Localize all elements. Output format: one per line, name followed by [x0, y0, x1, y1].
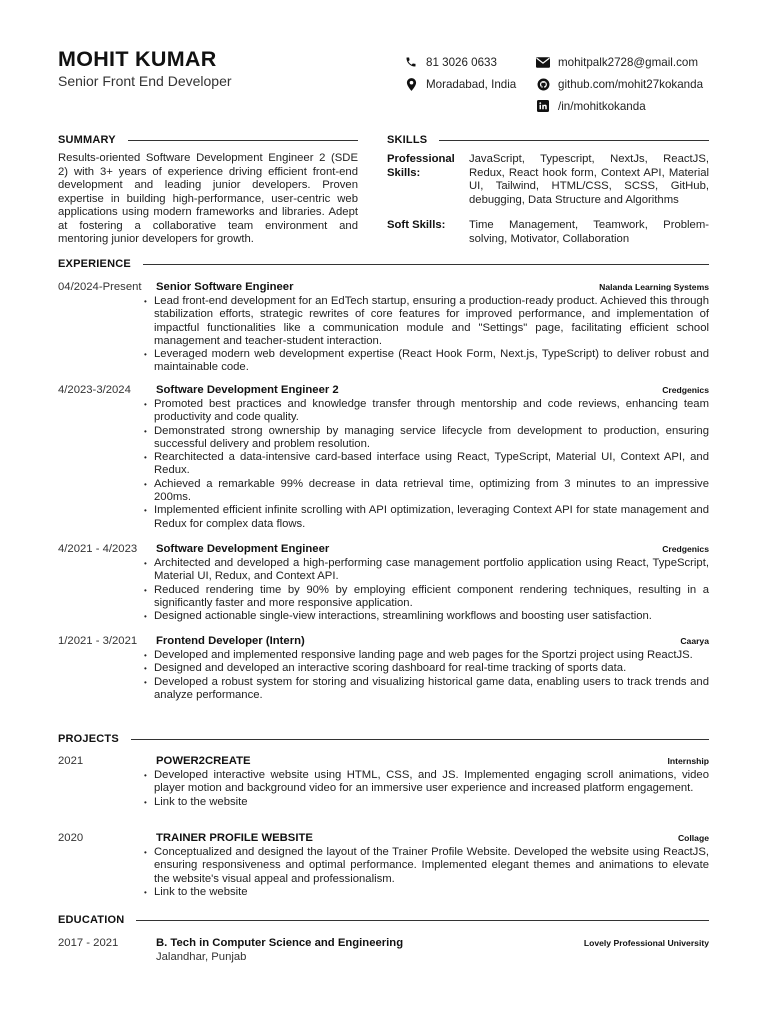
- location-text: Moradabad, India: [426, 77, 517, 91]
- entry-date: 2021: [58, 755, 84, 767]
- entry-organization: Credgenics: [662, 544, 709, 554]
- entry-organization: Credgenics: [662, 385, 709, 395]
- section-divider: [128, 140, 358, 141]
- github-link[interactable]: github.com/mohit27kokanda: [558, 77, 704, 91]
- contact-phone: [404, 55, 497, 69]
- entry-bullet: • Developed interactive website using HTML, CSS, and JS. Implemented engaging scroll animations, video player motion and background video for an immersive user experience and increased platform engagement.: [154, 769, 709, 796]
- professional-skills-row: [387, 153, 709, 207]
- projects-heading: [58, 733, 709, 745]
- entry-title: Software Development Engineer: [156, 543, 330, 555]
- github-icon: [536, 77, 550, 91]
- entry-title: Frontend Developer (Intern): [156, 635, 305, 647]
- entry-date: 2020: [58, 832, 84, 844]
- linkedin-link[interactable]: /in/mohitkokanda: [558, 99, 646, 113]
- professional-skills-label: Professional Skills:: [387, 153, 455, 179]
- skills-heading: [387, 134, 709, 146]
- entry-title: TRAINER PROFILE WEBSITE: [156, 832, 313, 844]
- education-heading: [58, 914, 709, 926]
- entry-organization: Nalanda Learning Systems: [599, 282, 709, 292]
- entry-bullet: • Demonstrated strong ownership by managing service lifecycle from development to production, ensuring successful delivery and problem resolution.: [154, 425, 709, 452]
- mail-icon: [536, 55, 550, 69]
- summary-heading: [58, 134, 358, 146]
- entry-date: 1/2021 - 3/2021: [58, 635, 138, 647]
- institution-name: Lovely Professional University: [583, 938, 709, 948]
- entry-bullet: • Achieved a remarkable 99% decrease in data retrieval time, optimizing from 3 minutes to an impressive 200ms.: [154, 478, 709, 505]
- entry-organization: Caarya: [680, 636, 709, 646]
- experience-entry: [58, 635, 709, 702]
- entry-bullet: • Leveraged modern web development expertise (React Hook Form, Next.js, TypeScript) to deliver robust and maintainable code.: [154, 348, 709, 375]
- linkedin-icon: [536, 99, 550, 113]
- entry-bullet: • Developed a robust system for storing and visualizing historical game data, enabling users to track trends and analyze performance.: [154, 676, 709, 703]
- contact-location: [404, 77, 516, 91]
- entry-bullet: • Reduced rendering time by 90% by employing efficient component rendering techniques, resulting in a significantly faster and more responsive application.: [154, 584, 709, 611]
- soft-skills-value: Time Management, Teamwork, Problem-solving, Motivator, Collaboration: [469, 219, 709, 245]
- entry-organization: Collage: [677, 833, 709, 843]
- entry-bullet: • Designed actionable single-view interactions, streamlining workflows and boosting user satisfaction.: [154, 610, 709, 623]
- candidate-name: MOHIT KUMAR: [58, 47, 217, 71]
- soft-skills-row: [387, 219, 709, 246]
- education-title: EDUCATION: [58, 914, 125, 926]
- section-divider: [136, 920, 709, 921]
- section-divider: [439, 140, 709, 141]
- experience-entry: [58, 384, 709, 531]
- experience-entry: [58, 281, 709, 375]
- project-entry: [58, 755, 709, 809]
- entry-bullet: • Implemented efficient infinite scrolling with API optimization, leveraging Context API for state management and Redux for complex data flows.: [154, 504, 709, 531]
- projects-title: PROJECTS: [58, 733, 119, 745]
- website-link[interactable]: • Link to the website: [154, 886, 709, 899]
- summary-title: SUMMARY: [58, 134, 116, 146]
- entry-bullet: • Developed and implemented responsive landing page and web pages for the Sportzi project using ReactJS.: [154, 649, 709, 662]
- entry-bullet: • Architected and developed a high-performing case management portfolio application using React, TypeScript, Material UI, Redux, and Context API.: [154, 557, 709, 584]
- entry-title: Senior Software Engineer: [156, 281, 294, 293]
- entry-date: 4/2023-3/2024: [58, 384, 131, 396]
- location-pin-icon: [404, 77, 418, 91]
- candidate-role: Senior Front End Developer: [58, 73, 232, 89]
- experience-entry: [58, 543, 709, 623]
- website-link[interactable]: • Link to the website: [154, 796, 709, 809]
- email-link[interactable]: mohitpalk2728@gmail.com: [558, 55, 699, 69]
- section-divider: [131, 739, 709, 740]
- entry-organization: Internship: [667, 756, 709, 766]
- section-divider: [143, 264, 709, 265]
- entry-date: 4/2021 - 4/2023: [58, 543, 138, 555]
- entry-date: 04/2024-Present: [58, 281, 142, 293]
- phone-icon: [404, 55, 418, 69]
- skills-title: SKILLS: [387, 134, 428, 146]
- entry-bullet: • Lead front-end development for an EdTech startup, ensuring a production-ready product. Achieved this through stabilization efforts, strategic rewrites of core features for improved performance, and implementation of impactful functionalities like a communication module and "Settings" page, facilitating efficient school management and teacher-student interaction.: [154, 295, 709, 348]
- entry-date: 2017 - 2021: [58, 937, 119, 949]
- professional-skills-value: JavaScript, Typescript, NextJs, ReactJS, Redux, React hook form, Context API, Material UI, Tailwind, HTML/CSS, SCSS, GitHub, debugging, Data Structure and Algorithms: [469, 153, 709, 206]
- contact-github[interactable]: [536, 77, 703, 91]
- entry-bullet: • Designed and developed an interactive scoring dashboard for real-time tracking of sports data.: [154, 662, 709, 675]
- experience-title: EXPERIENCE: [58, 258, 131, 270]
- degree-title: B. Tech in Computer Science and Engineering: [156, 937, 404, 949]
- entry-title: Software Development Engineer 2: [156, 384, 339, 396]
- institution-location: Jalandhar, Punjab: [156, 951, 247, 963]
- project-entry: [58, 832, 709, 899]
- contact-email[interactable]: [536, 55, 698, 69]
- education-entry: [58, 937, 709, 964]
- soft-skills-label: Soft Skills:: [387, 219, 446, 231]
- experience-heading: [58, 258, 709, 270]
- summary-text: Results-oriented Software Development Engineer 2 (SDE 2) with 3+ years of experience driving efficient front-end development and leading junior developers. Proven expertise in building high-performance, user-centric web applications using modern frameworks and libraries. Adept at fostering a collaborative team environment and mentoring junior developers for growth.: [58, 152, 358, 245]
- entry-bullet: • Conceptualized and designed the layout of the Trainer Profile Website. Developed the website using ReactJS, ensuring responsiveness and optimal performance. Implemented elegant themes and animations to elevate the website's visual appeal and professionalism.: [154, 846, 709, 886]
- entry-bullet: • Promoted best practices and knowledge transfer through mentorship and code reviews, enhancing team productivity and code quality.: [154, 398, 709, 425]
- phone-number: 81 3026 0633: [426, 55, 497, 69]
- entry-bullet: • Rearchitected a data-intensive card-based interface using React, TypeScript, Material UI, Context API, and Redux.: [154, 451, 709, 478]
- contact-linkedin[interactable]: [536, 99, 646, 113]
- entry-title: POWER2CREATE: [156, 755, 251, 767]
